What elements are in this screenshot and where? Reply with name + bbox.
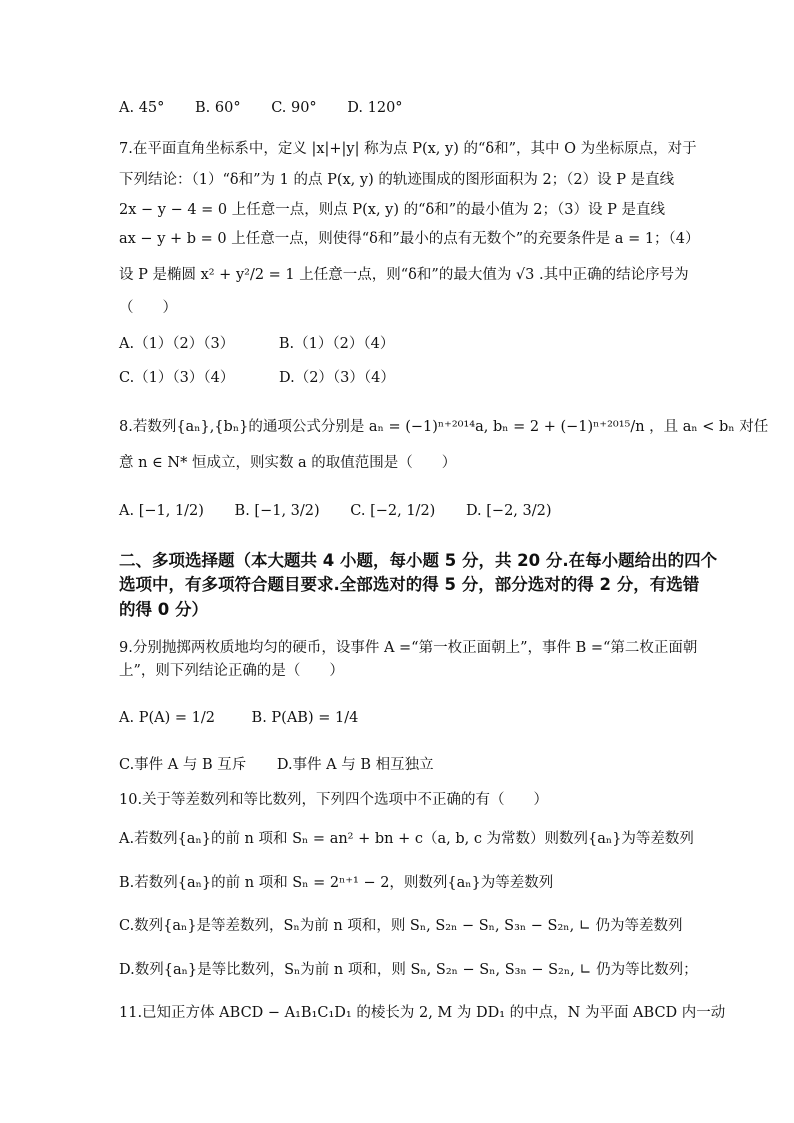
q9-option-c: C.事件 A 与 B 互斥 <box>119 757 247 773</box>
q8-option-c: C. [−2, 1/2) <box>350 503 436 519</box>
q7-options-row2 <box>119 368 421 388</box>
q7-option-d: D.（2）（3）（4） <box>278 370 395 386</box>
q10-option-a: A.若数列{aₙ}的前 n 项和 Sₙ = an² + bn + c（a, b, c 为常数）则数列{aₙ}为等差数列 <box>119 831 694 847</box>
q7-option-b: B.（1）（2）（4） <box>278 336 395 352</box>
q8-option-b: B. [−1, 3/2) <box>234 503 320 519</box>
q7-line-3: 2x − y − 4 = 0 上任意一点，则点 P(x, y) 的“δ和”的最小值为 2；（3）设 P 是直线 <box>119 202 665 218</box>
q8-option-a: A. [−1, 1/2) <box>119 503 204 519</box>
q7-option-c: C.（1）（3）（4） <box>119 370 235 386</box>
q7-options-row1 <box>119 334 420 354</box>
q9-option-b: B. P(AB) = 1/4 <box>251 710 359 726</box>
q7-line-2: 下列结论：（1）“δ和”为 1 的点 P(x, y) 的轨迹围成的图形面积为 2；（2）设 P 是直线 <box>119 172 675 188</box>
q9-options-row1 <box>119 708 384 728</box>
q6-option-c: C. 90° <box>271 100 317 116</box>
q7-option-a: A.（1）（2）（3） <box>119 336 235 352</box>
q7-line-1: 7.在平面直角坐标系中，定义 |x|+|y| 称为点 P(x, y) 的“δ和”，其中 O 为坐标原点，对于 <box>119 141 697 157</box>
q6-option-b: B. 60° <box>195 100 241 116</box>
q10-option-b: B.若数列{aₙ}的前 n 项和 Sₙ = 2ⁿ⁺¹ − 2，则数列{aₙ}为等差数列 <box>119 875 554 891</box>
q10-line-1: 10.关于等差数列和等比数列，下列四个选项中不正确的有（ ） <box>119 792 549 808</box>
q9-options-row2 <box>119 755 460 775</box>
q8-line-2: 意 n ∈ N* 恒成立，则实数 a 的取值范围是（ ） <box>119 455 457 471</box>
section2-heading-line-1: 二、多项选择题（本大题共 4 小题，每小题 5 分，共 20 分.在每小题给出的四个 <box>119 551 718 570</box>
q10-option-c: C.数列{aₙ}是等差数列，Sₙ为前 n 项和，则 Sₙ, S₂ₙ − Sₙ, S₃ₙ − S₂ₙ, ∟ 仍为等差数列 <box>119 918 683 934</box>
q6-option-d: D. 120° <box>347 100 403 116</box>
q6-options <box>119 98 429 118</box>
q8-options <box>119 501 578 521</box>
q7-line-4: ax − y + b = 0 上任意一点，则使得“δ和”最小的点有无数个”的充要条件是 a = 1；（4） <box>119 231 700 247</box>
q10-option-d: D.数列{aₙ}是等比数列，Sₙ为前 n 项和，则 Sₙ, S₂ₙ − Sₙ, S₃ₙ − S₂ₙ, ∟ 仍为等比数列； <box>119 962 698 978</box>
q9-option-d: D.事件 A 与 B 相互独立 <box>276 757 434 773</box>
q11-line-1: 11.已知正方体 ABCD − A₁B₁C₁D₁ 的棱长为 2, M 为 DD₁ 的中点，N 为平面 ABCD 内一动 <box>119 1005 726 1021</box>
q7-line-6: （ ） <box>119 300 177 316</box>
section2-heading-line-3: 的得 0 分） <box>119 600 208 619</box>
q8-line-1: 8.若数列{aₙ},{bₙ}的通项公式分别是 aₙ = (−1)ⁿ⁺²⁰¹⁴a, bₙ = 2 + (−1)ⁿ⁺²⁰¹⁵/n ，且 aₙ < bₙ 对任 <box>119 419 769 435</box>
section2-heading-line-2: 选项中，有多项符合题目要求.全部选对的得 5 分，部分选对的得 2 分，有选错 <box>119 575 700 594</box>
q8-option-d: D. [−2, 3/2) <box>465 503 552 519</box>
q7-line-5: 设 P 是椭圆 x² + y²/2 = 1 上任意一点，则“δ和”的最大值为 √3 .其中正确的结论序号为 <box>119 267 689 283</box>
q6-option-a: A. 45° <box>119 100 165 116</box>
q9-line-2: 上”，则下列结论正确的是（ ） <box>119 663 344 679</box>
q9-option-a: A. P(A) = 1/2 <box>119 710 215 726</box>
q9-line-1: 9.分别抛掷两枚质地均匀的硬币，设事件 A =“第一枚正面朝上”，事件 B =“第二枚正面朝 <box>119 640 698 656</box>
